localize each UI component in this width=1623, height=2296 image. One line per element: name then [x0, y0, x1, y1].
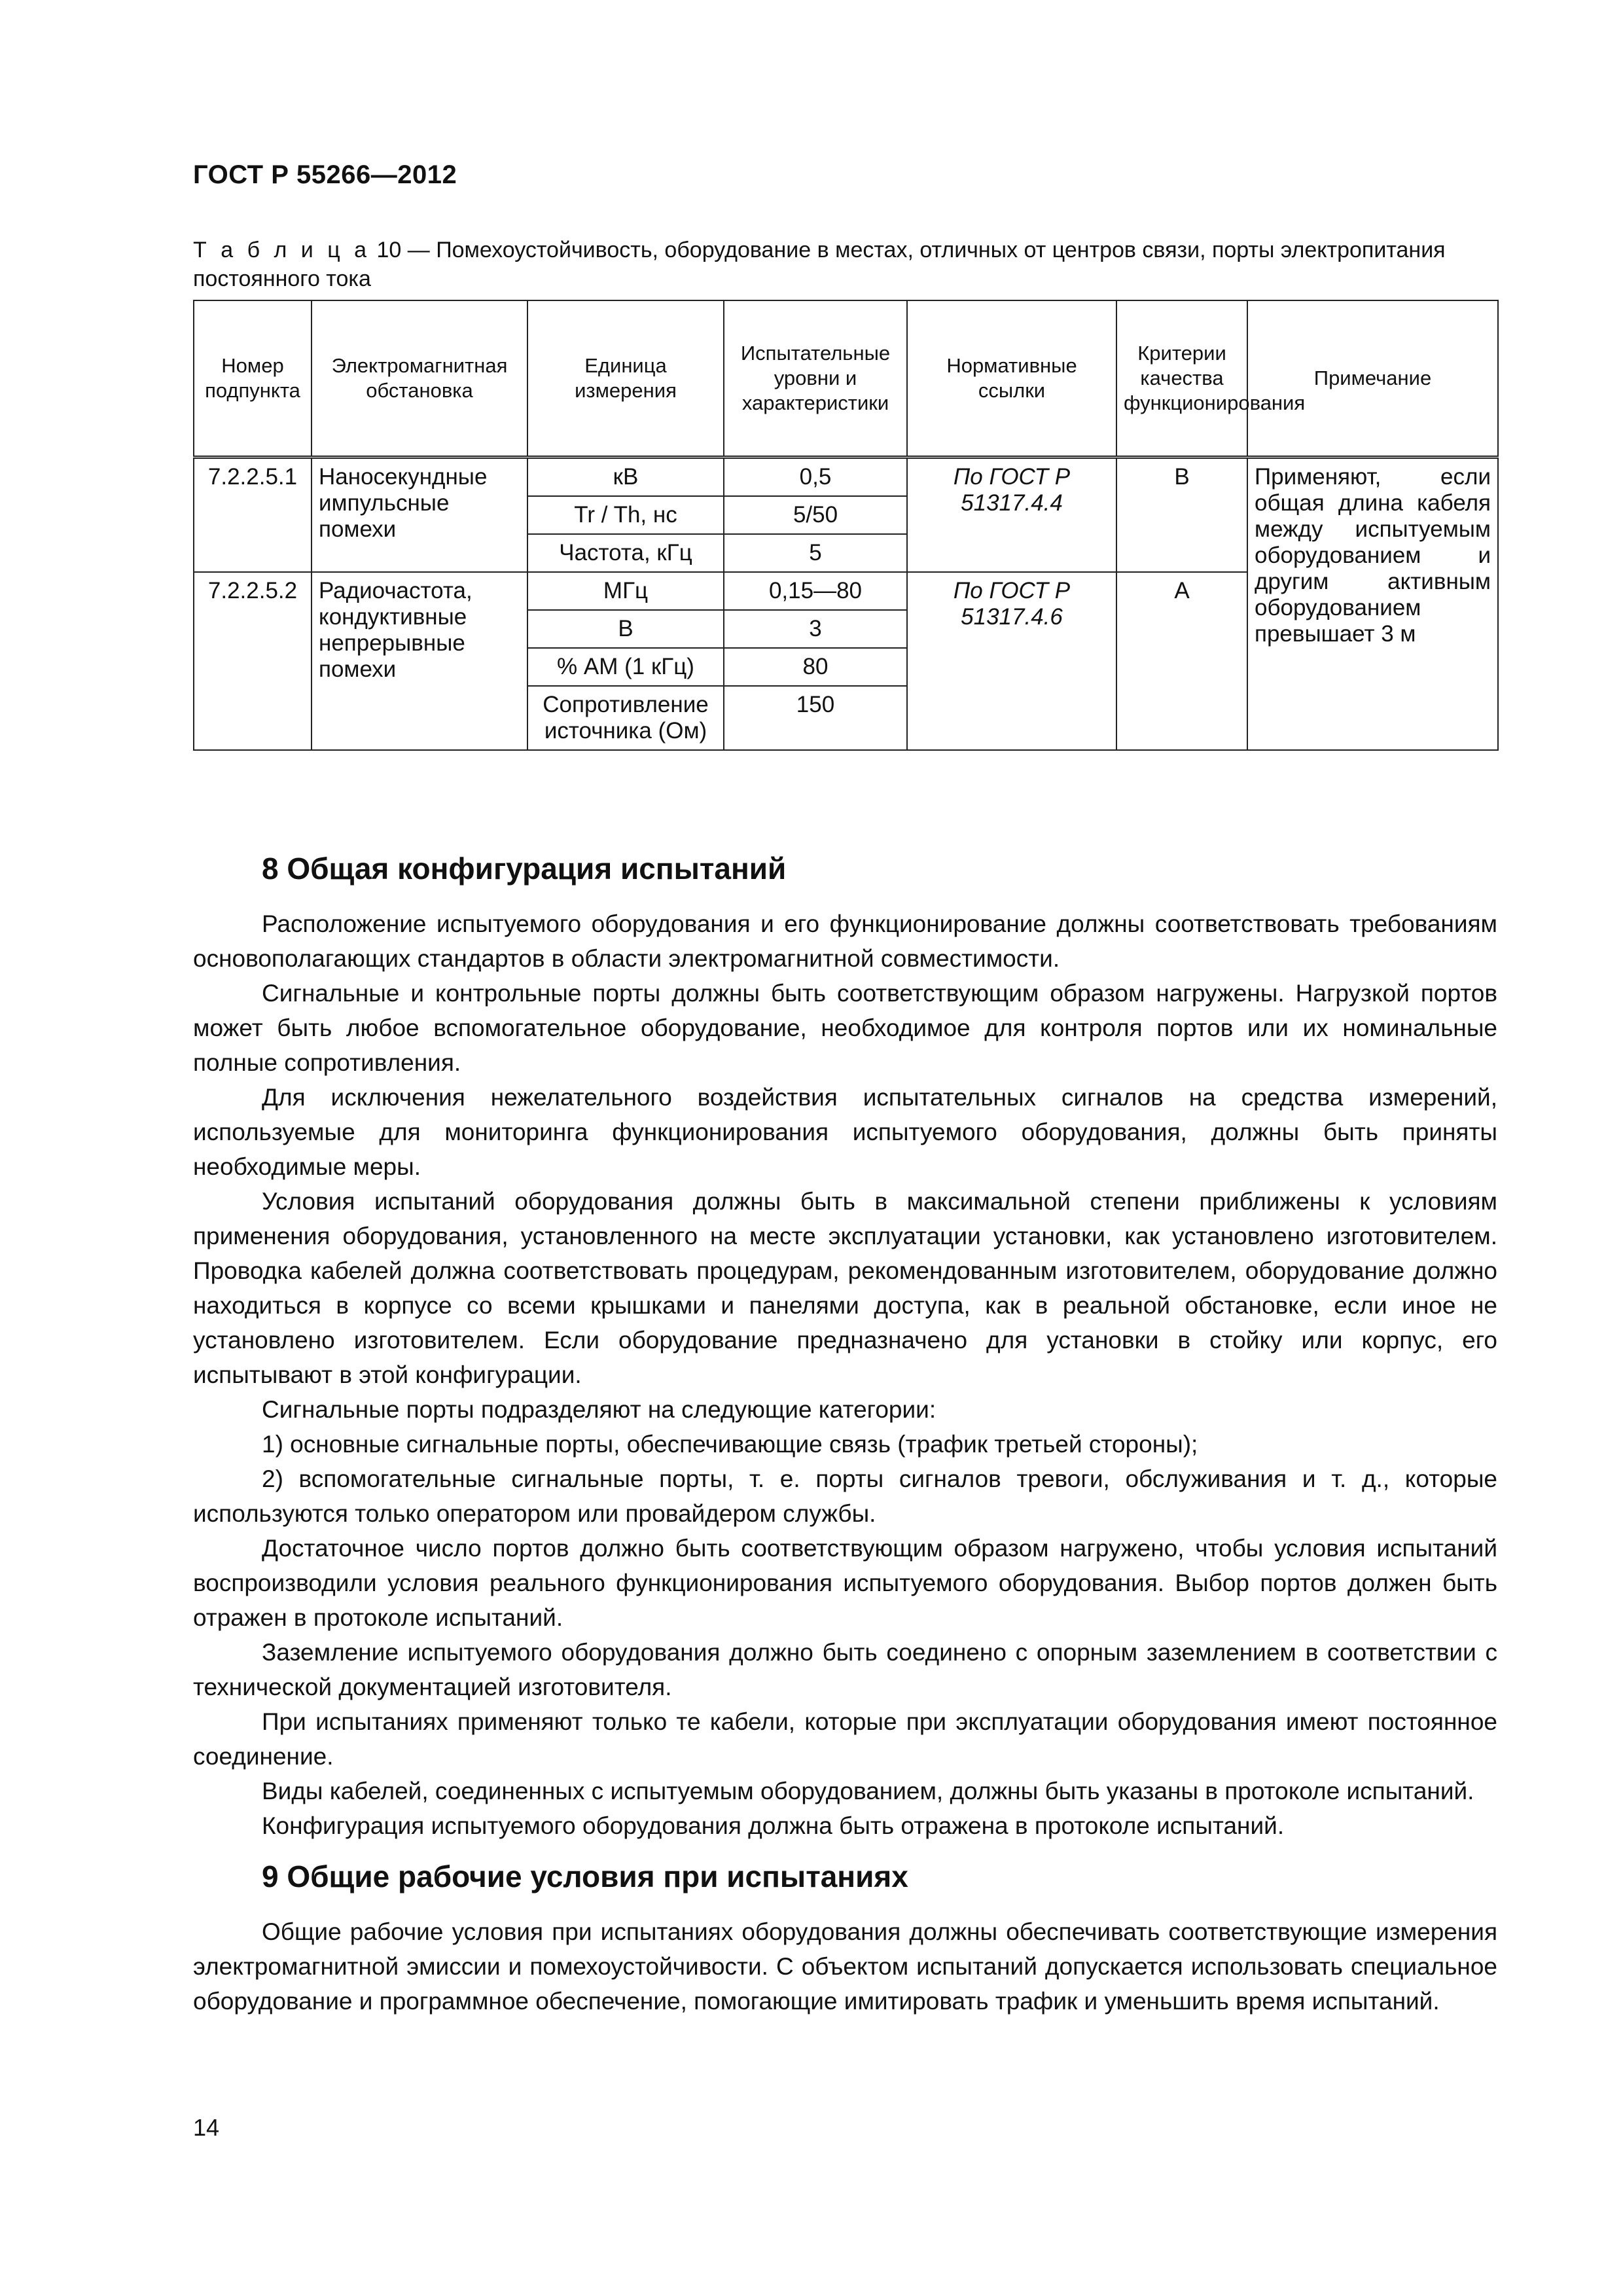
list-item: 2) вспомогательные сигнальные порты, т. е. порты сигналов тревоги, обслуживания и т. д., которые используются только оператором или провайдером службы.	[193, 1465, 1497, 1527]
document-code: ГОСТ Р 55266—2012	[193, 160, 457, 189]
paragraph: Общие рабочие условия при испытаниях оборудования должны обеспечивать соответствующие измерения электромагнитной эмиссии и помехоустойчивости. С объектом испытаний допускается использовать специальное оборудование и программное обеспечение, помогающие имитировать трафик и уменьшить время испытаний.	[193, 1918, 1497, 2015]
paragraph: Сигнальные порты подразделяют на следующие категории:	[262, 1396, 936, 1423]
cell-criterion: В	[1116, 457, 1247, 573]
page-number: 14	[193, 2114, 220, 2141]
table-header-row	[194, 300, 1498, 457]
paragraph: Расположение испытуемого оборудования и его функционирование должны соответствовать требованиям основополагающих стандартов в области электромагнитной совместимости.	[193, 910, 1497, 972]
cell-level: 0,15—80	[724, 572, 907, 610]
cell-unit: кВ	[527, 457, 724, 497]
cell-level: 150	[724, 686, 907, 750]
cell-criterion: А	[1116, 572, 1247, 750]
table-caption-text: 10 — Помехоустойчивость, оборудование в местах, отличных от центров связи, порты электропитания постоянного тока	[193, 238, 1446, 291]
section-8-title: 8 Общая конфигурация испытаний	[262, 852, 787, 886]
cell-level: 80	[724, 648, 907, 686]
col-header-levels: Испытательные уровни и характеристики	[724, 300, 907, 457]
cell-unit: МГц	[527, 572, 724, 610]
cell-level: 0,5	[724, 457, 907, 497]
list-item: 1) основные сигнальные порты, обеспечивающие связь (трафик третьей стороны);	[262, 1431, 1198, 1458]
table-row	[194, 457, 1498, 497]
section-8-body	[193, 906, 1497, 1843]
col-header-environment: Электромагнитная обстановка	[312, 300, 527, 457]
paragraph: Конфигурация испытуемого оборудования должна быть отражена в протоколе испытаний.	[262, 1812, 1285, 1839]
col-header-references: Нормативные ссылки	[907, 300, 1116, 457]
col-header-criteria: Критерии качества функционирования	[1116, 300, 1247, 457]
cell-reference: По ГОСТ Р 51317.4.4	[907, 457, 1116, 573]
paragraph: Условия испытаний оборудования должны быть в максимальной степени приближены к условиям применения оборудования, установленного на месте эксплуатации установки, как установлено изготовителем. Проводка кабелей должна соответствовать процедурам, рекомендованным изготовителем, оборудование должно находиться в корпусе со всеми крышками и панелями доступа, как в реальной обстановке, если иное не установлено изготовителем. Если оборудование предназначено для установки в стойку или корпус, его испытывают в этой конфигурации.	[193, 1188, 1497, 1388]
cell-number: 7.2.2.5.2	[194, 572, 312, 750]
cell-note: Применяют, если общая длина кабеля между испытуемым оборудованием и другим активным оборудованием превышает 3 м	[1247, 457, 1498, 751]
table-caption-label: Т а б л и ц а	[193, 238, 371, 262]
cell-number: 7.2.2.5.1	[194, 457, 312, 573]
section-9-body	[193, 1914, 1497, 2018]
section-9-title: 9 Общие рабочие условия при испытаниях	[262, 1859, 908, 1893]
paragraph: При испытаниях применяют только те кабели, которые при эксплуатации оборудования имеют постоянное соединение.	[193, 1708, 1497, 1770]
cell-reference: По ГОСТ Р 51317.4.6	[907, 572, 1116, 750]
cell-unit: Сопротивление источника (Ом)	[527, 686, 724, 750]
cell-level: 5	[724, 534, 907, 572]
cell-unit: % АМ (1 кГц)	[527, 648, 724, 686]
table-caption	[193, 236, 1495, 293]
cell-unit: Tr / Th, нс	[527, 496, 724, 534]
col-header-unit: Единица измерения	[527, 300, 724, 457]
paragraph: Виды кабелей, соединенных с испытуемым оборудованием, должны быть указаны в протоколе испытаний.	[262, 1778, 1474, 1804]
col-header-number: Номер подпункта	[194, 300, 312, 457]
col-header-note: Примечание	[1247, 300, 1498, 457]
cell-unit: В	[527, 610, 724, 648]
paragraph: Достаточное число портов должно быть соответствующим образом нагружено, чтобы условия испытаний воспроизводили условия реального функционирования испытуемого оборудования. Выбор портов должен быть отражен в протоколе испытаний.	[193, 1535, 1497, 1631]
cell-unit: Частота, кГц	[527, 534, 724, 572]
table-10	[193, 300, 1499, 751]
cell-environment: Радиочастота, кондуктивные непрерывные помехи	[312, 572, 527, 750]
paragraph: Сигнальные и контрольные порты должны быть соответствующим образом нагружены. Нагрузкой портов может быть любое вспомогательное оборудование, необходимое для контроля портов или их номинальные полные сопротивления.	[193, 980, 1497, 1076]
paragraph: Для исключения нежелательного воздействия испытательных сигналов на средства измерений, используемые для мониторинга функционирования испытуемого оборудования, должны быть приняты необходимые меры.	[193, 1084, 1497, 1180]
cell-level: 5/50	[724, 496, 907, 534]
cell-environment: Наносекундные импульсные помехи	[312, 457, 527, 573]
cell-level: 3	[724, 610, 907, 648]
paragraph: Заземление испытуемого оборудования должно быть соединено с опорным заземлением в соответствии с технической документацией изготовителя.	[193, 1639, 1497, 1700]
